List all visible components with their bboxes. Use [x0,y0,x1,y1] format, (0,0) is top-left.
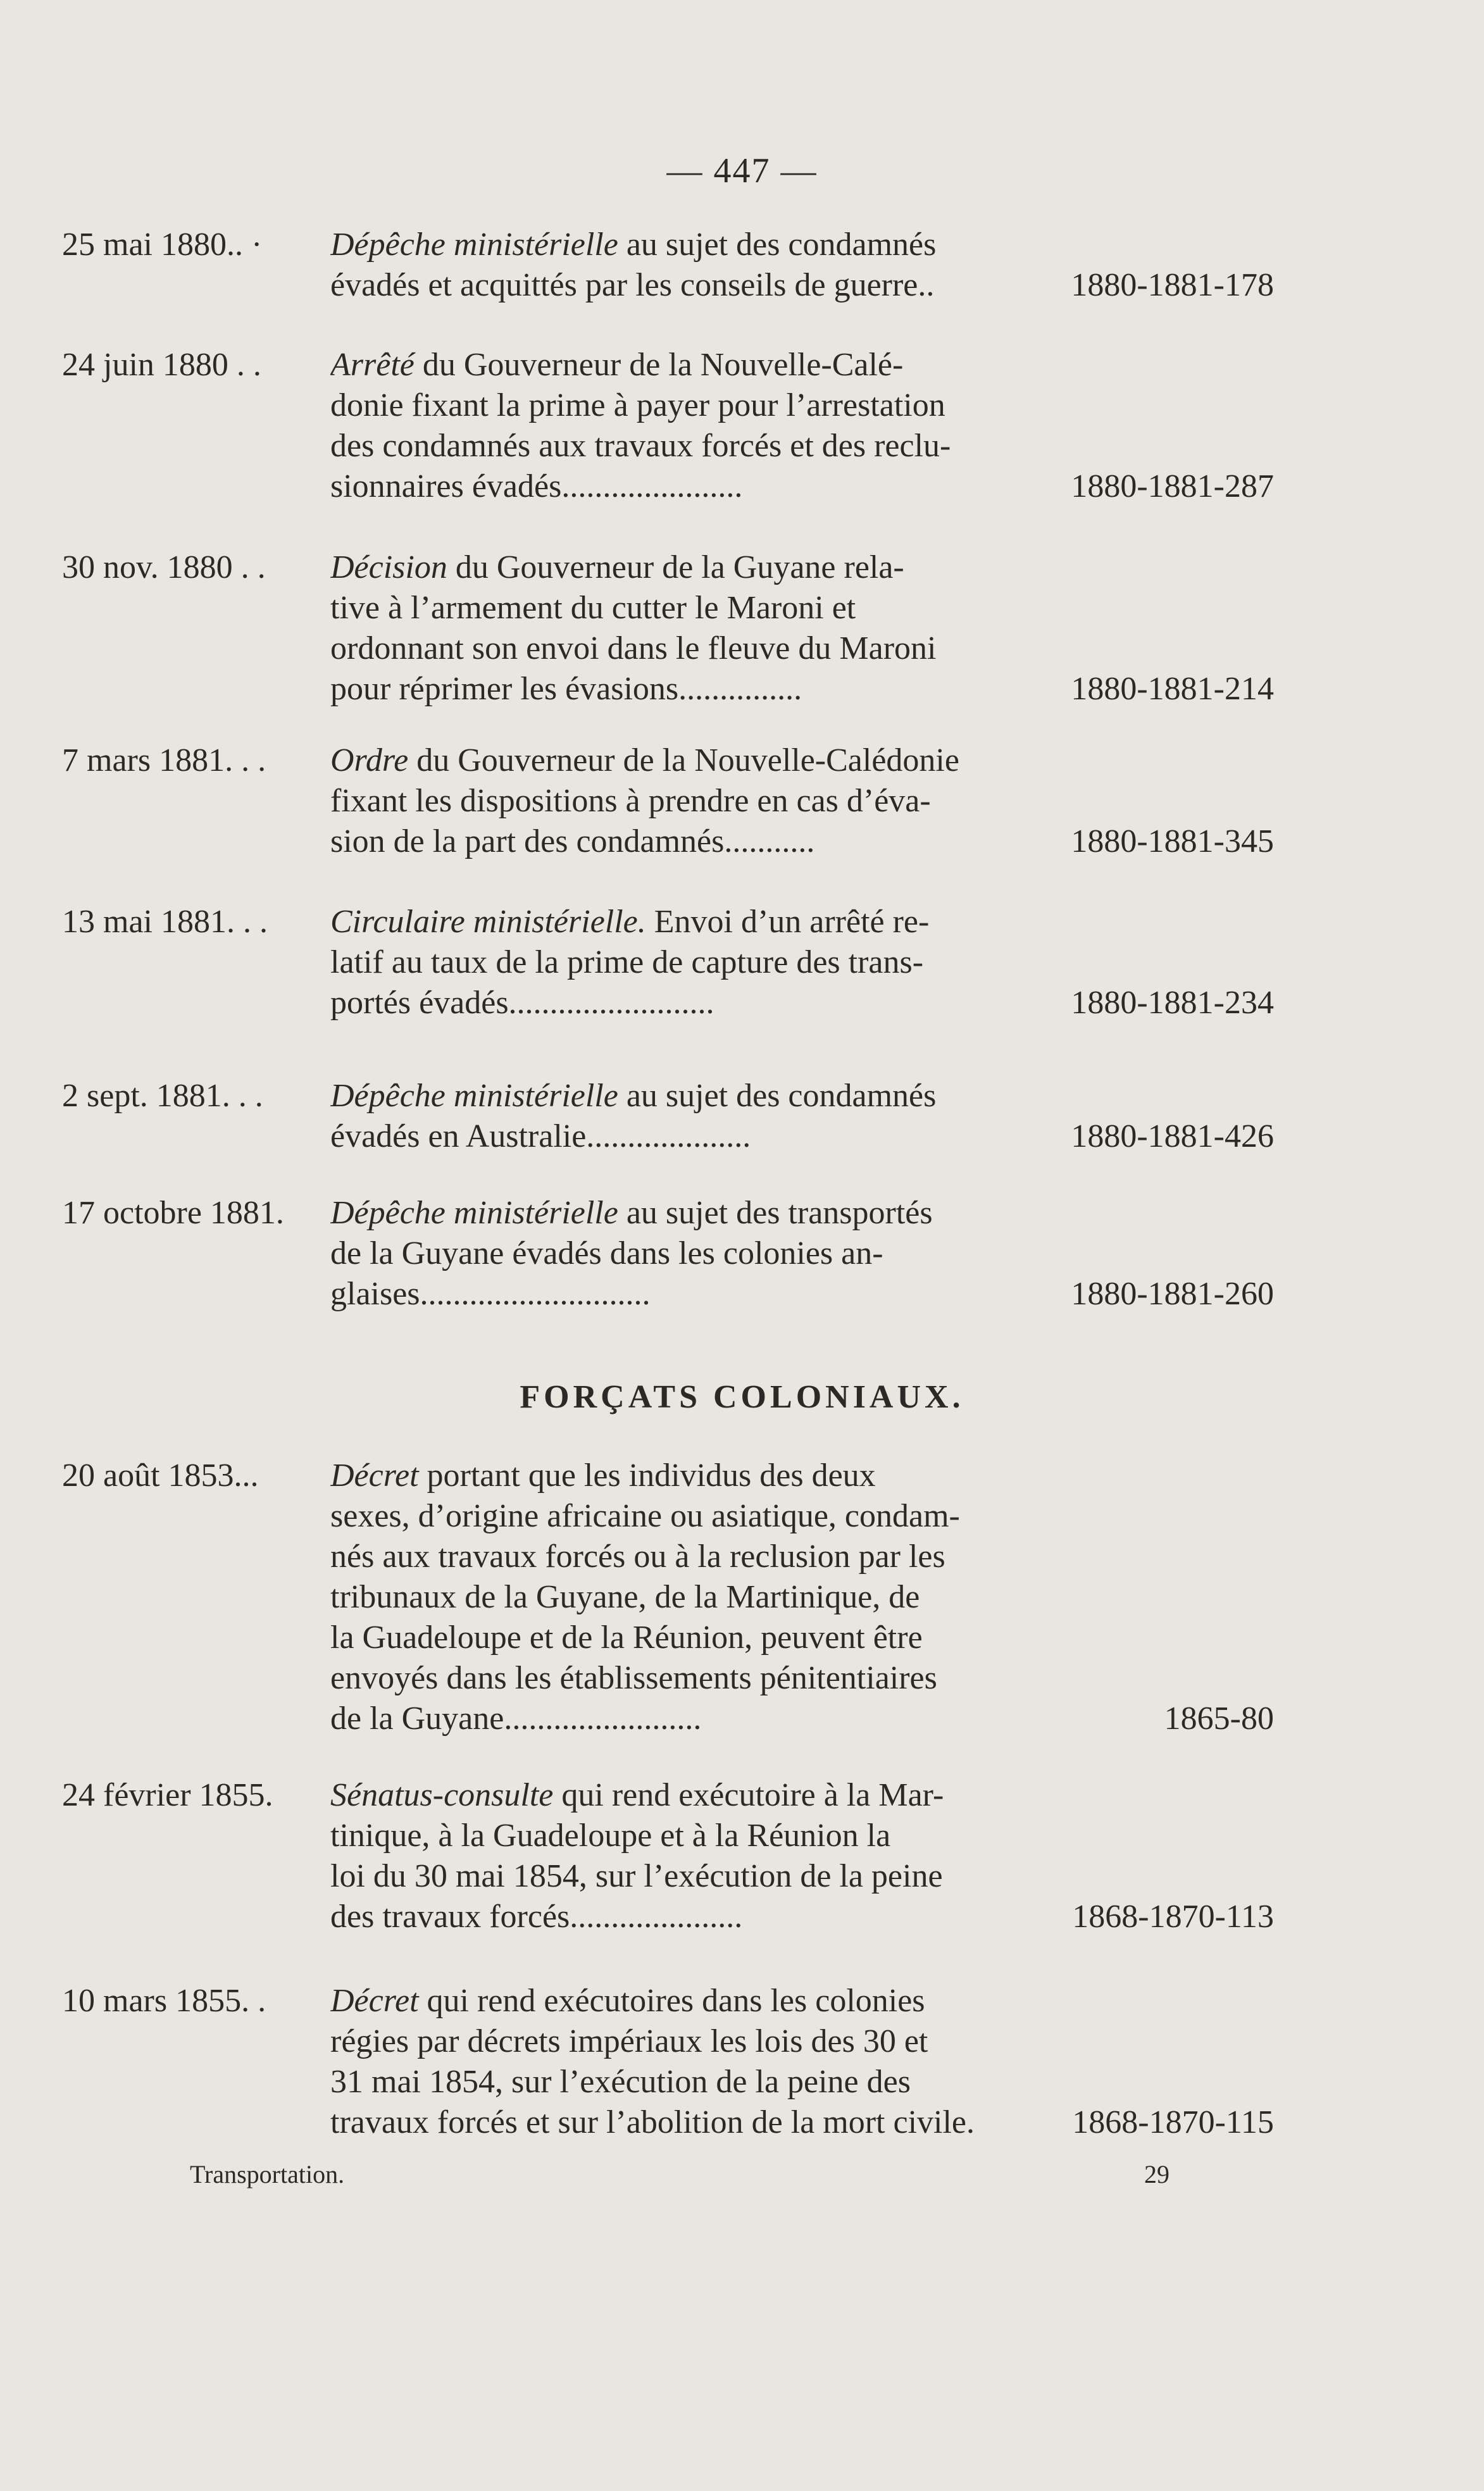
entry-lead: Décret [330,1983,419,2019]
entry-reference: 1868-1870-115 [1072,2104,1274,2140]
entry-reference: 1880-1881-234 [1071,985,1274,1021]
entry-line: travaux forcés et sur l’abolition de la mort civile. [330,2104,975,2140]
entry-line [330,547,1023,588]
entry-line: pour réprimer les évasions............... [330,671,802,707]
entry-reference: 1880-1881-426 [1071,1118,1274,1154]
entry-text: au sujet des transportés [618,1195,933,1231]
entry-date: 13 mai 1881. . . [62,904,268,940]
entry-line [330,345,1023,385]
entry-lead: Décision [330,549,447,585]
entry-line: loi du 30 mai 1854, sur l’exécution de la peine [330,1858,943,1894]
entry-line [330,225,1023,265]
entry-line [330,1193,1023,1233]
entry-description [330,1981,1023,2143]
entry-line: sionnaires évadés...................... [330,468,743,504]
entry-line [330,740,1023,781]
entry-date: 17 octobre 1881. [62,1195,284,1231]
entry-date: 2 sept. 1881. . . [62,1078,263,1114]
entry-reference: 1880-1881-214 [1071,671,1274,707]
entry-text: du Gouverneur de la Nouvelle-Calé- [414,347,904,383]
entry-line: des condamnés aux travaux forcés et des reclu- [330,428,951,464]
entry-date: 10 mars 1855. . [62,1983,266,2019]
entry-reference: 1868-1870-113 [1072,1899,1274,1935]
entry-line: donie fixant la prime à payer pour l’arrestation [330,387,945,423]
entry-line: évadés en Australie.................... [330,1118,751,1154]
entry-line: fixant les dispositions à prendre en cas d’éva- [330,783,931,819]
entry-line: sion de la part des condamnés........... [330,823,815,859]
entry-text: qui rend exécutoire à la Mar- [553,1777,944,1813]
entry-line: régies par décrets impériaux les lois des 30 et [330,2023,928,2059]
entry-line: ordonnant son envoi dans le fleuve du Maroni [330,630,937,666]
entry-reference: 1880-1881-287 [1071,468,1274,504]
entry-date: 25 mai 1880.. · [62,227,263,263]
entry-line: tive à l’armement du cutter le Maroni et [330,590,856,626]
entry-line: tinique, à la Guadeloupe et à la Réunion la [330,1818,891,1854]
entry-text: du Gouverneur de la Nouvelle-Calédonie [408,742,959,778]
entry-line: envoyés dans les établissements pénitentiaires [330,1660,937,1696]
entry-reference: 1880-1881-178 [1071,267,1274,303]
entry-text: au sujet des condamnés [618,227,937,263]
entry-text: qui rend exécutoires dans les colonies [418,1983,925,2019]
entry-date: 24 février 1855. [62,1777,273,1813]
entry-description [330,225,1023,306]
entry-description [330,1456,1023,1739]
entry-lead: Dépêche ministérielle [330,1195,618,1231]
entry-lead: Dépêche ministérielle [330,227,618,263]
entry-line: de la Guyane........................ [330,1701,702,1737]
entry-line [330,1981,1023,2021]
entry-description [330,1193,1023,1314]
entry-date: 20 août 1853... [62,1458,259,1494]
entry-description [330,345,1023,507]
entry-reference: 1865-80 [1164,1701,1274,1737]
section-title: FORÇATS COLONIAUX. [520,1379,964,1415]
entry-text: portant que les individus des deux [418,1458,876,1494]
entry-line [330,1456,1023,1496]
entry-line: glaises............................ [330,1276,651,1312]
entry-text: au sujet des condamnés [618,1078,937,1114]
entry-lead: Dépêche ministérielle [330,1078,618,1114]
entry-description [330,740,1023,862]
entry-line: la Guadeloupe et de la Réunion, peuvent être [330,1620,923,1656]
entry-line: nés aux travaux forcés ou à la reclusion par les [330,1539,945,1575]
entry-line: des travaux forcés..................... [330,1899,743,1935]
entry-description [330,547,1023,709]
entry-lead: Arrêté [330,347,415,383]
entry-line: 31 mai 1854, sur l’exécution de la peine des [330,2064,911,2100]
entry-description [330,902,1023,1023]
entry-reference: 1880-1881-260 [1071,1276,1274,1312]
entry-lead: Décret [330,1458,419,1494]
entry-line: latif au taux de la prime de capture des trans- [330,944,924,980]
entry-reference: 1880-1881-345 [1071,823,1274,859]
entry-description [330,1076,1023,1157]
entry-lead: Circulaire ministérielle. [330,904,646,940]
entry-date: 30 nov. 1880 . . [62,549,266,585]
entry-line [330,902,1023,942]
entry-date: 7 mars 1881. . . [62,742,266,778]
entry-line [330,1076,1023,1116]
entry-text: Envoi d’un arrêté re- [645,904,930,940]
entry-line: de la Guyane évadés dans les colonies an- [330,1235,883,1271]
footer-signature-mark: 29 [1144,2160,1169,2188]
entry-line: sexes, d’origine africaine ou asiatique, condam- [330,1498,960,1534]
entry-line: portés évadés......................... [330,985,714,1021]
entry-text: du Gouverneur de la Guyane rela- [447,549,904,585]
entry-description [330,1775,1023,1937]
entry-lead: Sénatus-consulte [330,1777,554,1813]
footer-running-title: Transportation. [190,2160,345,2188]
entry-date: 24 juin 1880 . . [62,347,261,383]
entry-line: tribunaux de la Guyane, de la Martinique, de [330,1579,920,1615]
entry-line: évadés et acquittés par les conseils de guerre.. [330,267,935,303]
entry-line [330,1775,1023,1816]
entry-lead: Ordre [330,742,409,778]
page-number: — 447 — [666,151,818,190]
